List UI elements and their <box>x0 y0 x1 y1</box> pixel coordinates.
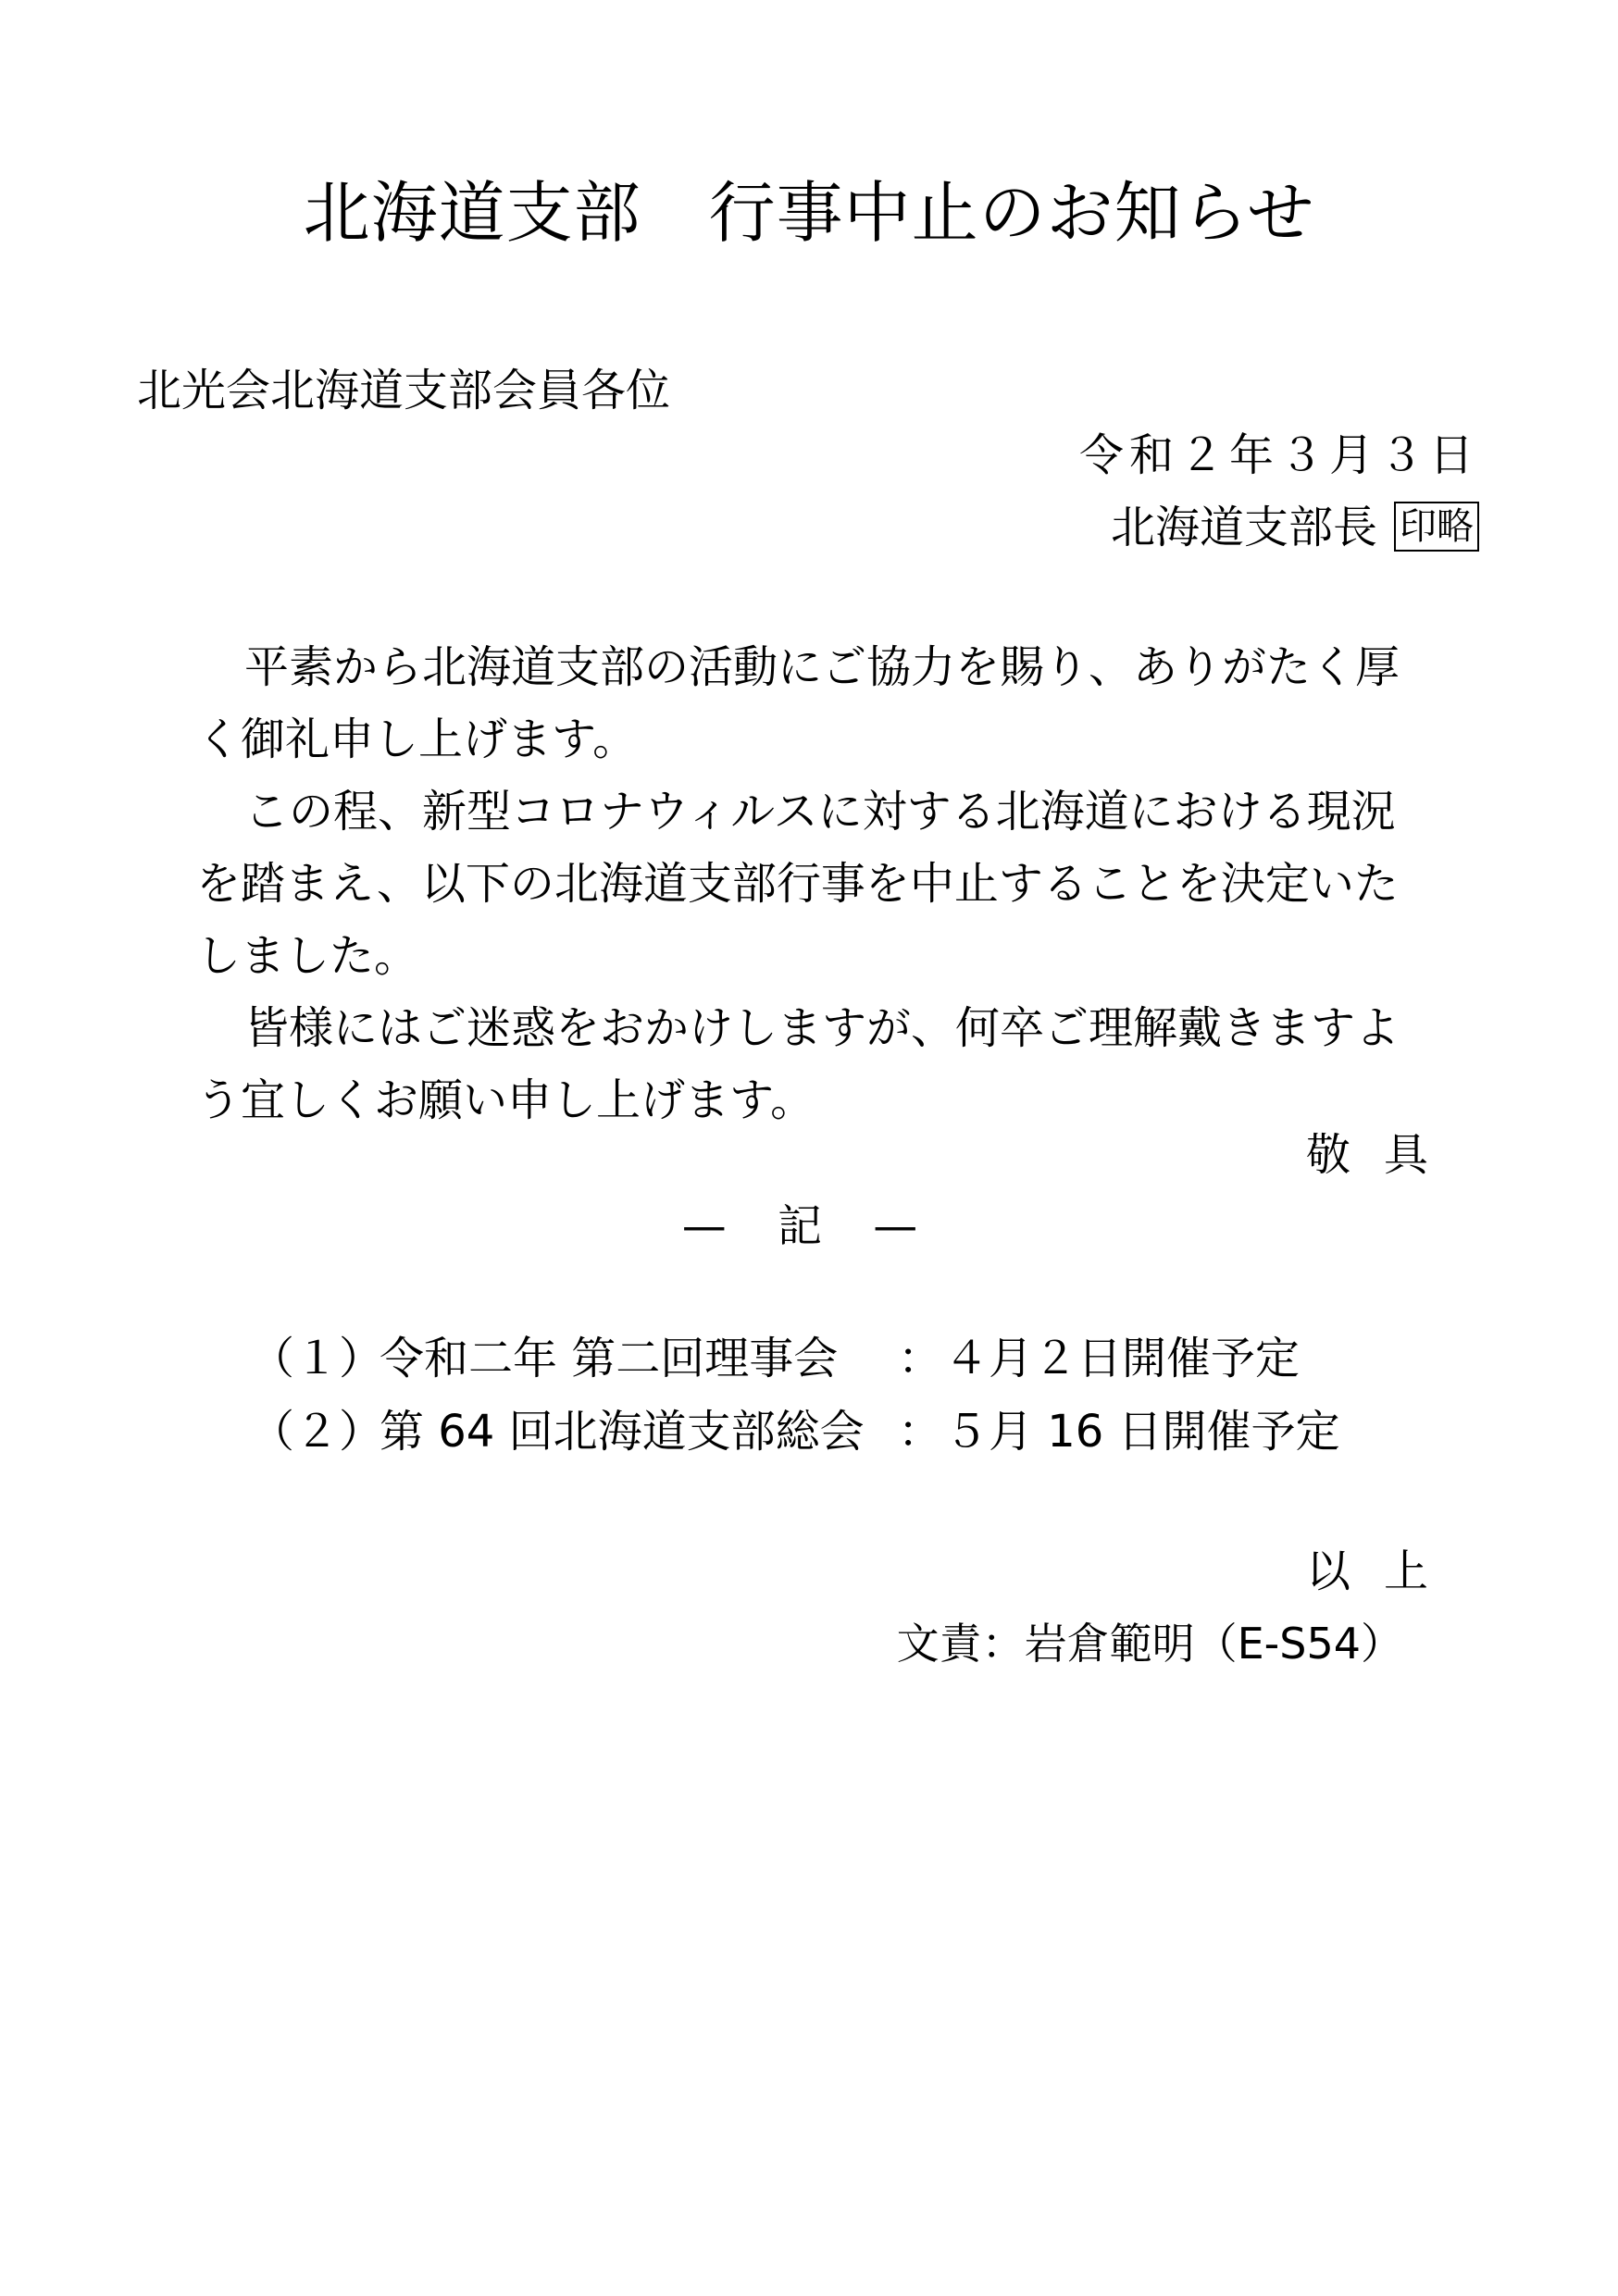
seal-omitted-box: 印略 <box>1394 502 1479 552</box>
item-event: 第 64 回北海道支部総会 <box>380 1406 865 1458</box>
list-item <box>250 1402 1340 1461</box>
ki-heading: — 記 — <box>681 1200 937 1252</box>
author-credit: 文責：岩倉範明（E-S54） <box>896 1619 1403 1669</box>
addressee: 北光会北海道支部会員各位 <box>137 365 671 416</box>
item-date: ５月 16 日開催予定 <box>944 1406 1340 1458</box>
sender-block <box>1111 498 1479 557</box>
item-separator: ： <box>898 1406 943 1458</box>
item-number: （１） <box>250 1333 384 1384</box>
item-separator: ： <box>898 1333 943 1384</box>
paragraph: 平素から北海道支部の活動にご協力を賜り、ありがたく厚く御礼申し上げます。 <box>196 641 1400 765</box>
sender-name: 北海道支部長 <box>1110 502 1377 553</box>
document-title: 北海道支部 行事中止のお知らせ <box>303 174 1315 252</box>
document-date: 令和２年３月３日 <box>1078 429 1479 481</box>
paragraph: 皆様にはご迷惑をおかけしますが、何卒ご理解戴きますよう宜しくお願い申し上げます。 <box>196 1002 1400 1126</box>
item-number: （２） <box>250 1406 384 1458</box>
item-event: 令和二年 第二回理事会 <box>380 1333 839 1384</box>
closing-keigu: 敬具 <box>1305 1129 1462 1181</box>
list-item <box>250 1329 1300 1388</box>
closing-ijou: 以上 <box>1305 1545 1462 1597</box>
body-text <box>196 631 1427 1136</box>
paragraph: この程、新型コロナウィルスに対する北海道における現況を踏まえ、以下の北海道支部行事を中止することを決定いたしました。 <box>196 786 1399 982</box>
item-date: ４月２日開催予定 <box>944 1333 1301 1384</box>
